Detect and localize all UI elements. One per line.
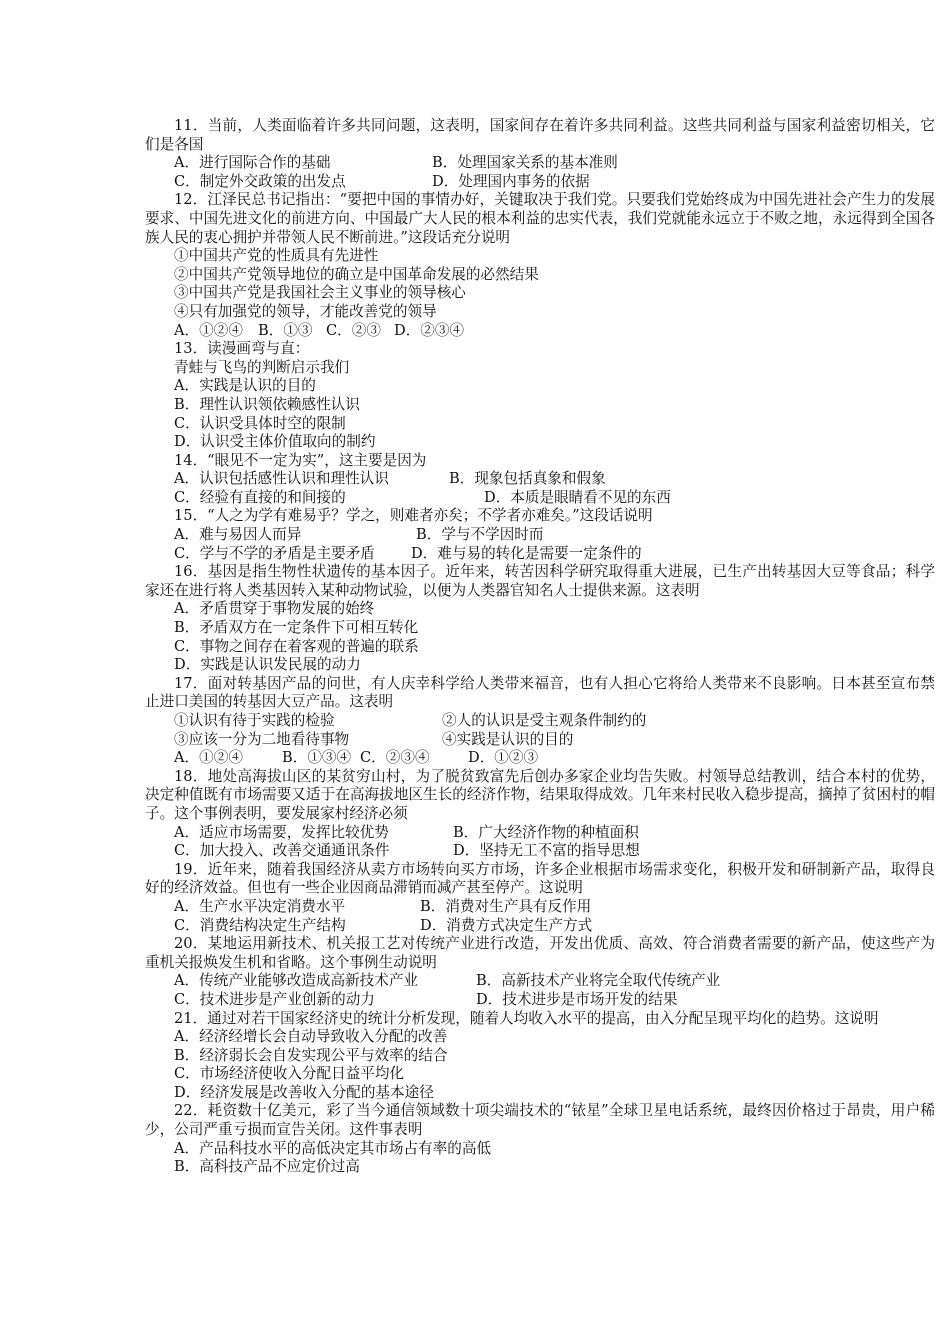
question-19-option-b: B．消费对生产具有反作用 [420,897,592,915]
question-11-options-row-2 [145,173,935,192]
question-22-stem: 22．耗资数十亿美元，彩了当今通信领域数十项尖端技术的“铱星”全球卫星电话系统，最终因价格过于昂贵，用户稀少，公司严重亏损而宣告关闭。这件事表明 [145,1102,935,1139]
question-20-option-d: D．技术进步是市场开发的结果 [476,990,678,1008]
question-12-statement-1: ①中国共产党的性质具有先进性 [174,247,379,265]
question-15-stem: 15．“人之为学有难易乎？学之，则难者亦矣；不学者亦难矣。”这段话说明 [174,507,653,525]
question-18-option-c: C．加大投入、改善交通通讯条件 [174,842,390,860]
question-12-option-c: C．②③ [326,321,381,339]
question-11-option-d: D．处理国内事务的依据 [432,172,590,190]
question-20-options-row-2 [145,991,935,1010]
question-16-option-b: B．矛盾双方在一定条件下可相互转化 [174,619,419,637]
question-21-option-a: A．经济经增长会自动导致收入分配的改善 [174,1028,448,1046]
question-19-option-c: C．消费结构决定生产结构 [174,916,346,934]
question-12-option-d: D．②③④ [394,321,465,339]
question-13-sub: 青蛙与飞鸟的判断启示我们 [174,358,350,376]
question-12-stem: 12．江泽民总书记指出：“要把中国的事情办好，关键取决于我们党。只要我们党始终成为中国先进社会产生力的发展要求、中国先进文化的前进方向、中国最广大人民的根本利益的忠实代表，我们党就能永远立于不败之地，永远得到全国各族人民的衷心拥护并带领人民不断前进。”这段话充分说明 [145,191,935,246]
question-15-option-d: D．难与易的转化是需要一定条件的 [411,544,642,562]
question-18-option-a: A．适应市场需要，发挥比较优势 [174,823,389,841]
question-17-option-a: A．①②④ [174,749,243,767]
question-20-option-c: C．技术进步是产业创新的动力 [174,990,375,1008]
question-14-stem: 14．“眼见不一定为实”，这主要是因为 [174,451,427,469]
question-17-statement-4: ④实践是认识的目的 [442,730,574,748]
question-14-option-a: A．认识包括感性认识和理性认识 [174,470,389,488]
question-21-stem: 21．通过对若干国家经济史的统计分析发现，随着人均收入水平的提高，由入分配呈现平均化的趋势。这说明 [174,1009,879,1027]
question-19-option-a: A．生产水平决定消费水平 [174,897,346,915]
question-22-option-a: A．产品科技水平的高低决定其市场占有率的高低 [174,1139,492,1157]
question-14-options-row-1 [145,470,935,489]
question-12-option-b: B．①③ [258,321,313,339]
question-17-statements-row-1 [145,712,935,731]
question-21-option-d: D．经济发展是改善收入分配的基本途径 [174,1083,434,1101]
question-15-option-c: C．学与不学的矛盾是主要矛盾 [174,544,375,562]
question-17-statement-2: ②人的认识是受主观条件制约的 [442,712,647,729]
question-18-option-b: B．广大经济作物的种植面积 [453,823,639,841]
question-11-option-b: B．处理国家关系的基本准则 [432,154,618,172]
question-13-option-b: B．理性认识领依赖感性认识 [174,395,360,413]
question-20-option-b: B．高新技术产业将完全取代传统产业 [476,972,721,990]
question-list [145,117,935,1177]
question-12-statement-4: ④只有加强党的领导，才能改善党的领导 [174,302,437,320]
question-12-statement-3: ③中国共产党是我国社会主义事业的领导核心 [174,284,466,302]
question-16-option-a: A．矛盾贯穿于事物发展的始终 [174,600,375,618]
question-14-option-d: D．本质是眼睛看不见的东西 [484,488,671,506]
question-19-options-row-1 [145,898,935,917]
question-13-option-a: A．实践是认识的目的 [174,377,316,395]
question-18-options-row-1 [145,824,935,843]
question-16-stem: 16．基因是指生物性状遗传的基本因子。近年来，转苦因科学研究取得重大进展，已生产出转基因大豆等食品；科学家还在进行将人类基因转入某种动物试验，以便为人类器官知名人士提供来源。这表明 [145,563,935,599]
question-13-stem: 13．读漫画弯与直： [174,340,310,358]
question-11-stem: 11．当前，人类面临着许多共同问题，这表明，国家间存在着许多共同利益。这些共同利益与国家利益密切相关，它们是各国 [145,117,935,153]
question-18-stem: 18．地处高海拔山区的某贫穷山村，为了脱贫致富先后创办多家企业均告失败。村领导总结教训，结合本村的优势，决定种值既有市场需要又适于在高海拔地区生长的经济作物，结果取得成效。几年来村民收入稳步提高，摘掉了贫困村的帽子。这个事例表明，要发展家村经济必须 [145,767,935,822]
question-16-option-c: C．事物之间存在着客观的普遍的联系 [174,637,419,655]
question-17-stem: 17．面对转基因产品的问世，有人庆幸科学给人类带来福音，也有人担心它将给人类带来不良影响。日本甚至宣布禁止进口美国的转基因大豆产品。这表明 [145,674,935,711]
question-17-options [145,749,935,768]
question-16-option-d: D．实践是认识发民展的动力 [174,656,361,674]
question-21-option-b: B．经济弱长会自发实现公平与效率的结合 [174,1046,448,1064]
question-15-option-a: A．难与易因人而异 [174,526,302,544]
question-19-stem: 19．近年来，随着我国经济从卖方市场转向买方市场，许多企业根据市场需求变化，积极开发和研制新产品，取得良好的经济效益。但也有一些企业因商品滞销而减产甚至停产。这说明 [145,860,935,897]
question-13-option-d: D．认识受主体价值取向的制约 [174,433,376,451]
question-18-option-d: D．坚持无工不富的指导思想 [453,842,640,860]
question-17-statements-row-2 [145,731,935,750]
question-19-options-row-2 [145,917,935,936]
question-12-statement-2: ②中国共产党领导地位的确立是中国革命发展的必然结果 [174,265,539,283]
question-11-option-c: C．制定外交政策的出发点 [174,172,346,190]
question-15-option-b: B．学与不学因时而 [416,526,544,544]
question-11-options-row-1 [145,154,935,173]
question-15-options-row-1 [145,526,935,545]
question-20-stem: 20．某地运用新技术、机关报工艺对传统产业进行改造，开发出优质、高效、符合消费者需要的新产品，使这些产为重机关报焕发生机和省略。这个事例生动说明 [145,935,935,971]
question-17-statement-3: ③应该一分为二地看待事物 [174,730,350,748]
question-17-statement-1: ①认识有待于实践的检验 [174,712,335,729]
question-13-option-c: C．认识受具体时空的限制 [174,414,346,432]
question-17-option-b: B．①③④ [282,749,352,767]
question-15-options-row-2 [145,545,935,564]
question-14-option-b: B．现象包括真象和假象 [449,470,606,488]
question-12-options [145,322,935,341]
question-22-option-b: B．高科技产品不应定价过高 [174,1158,360,1176]
question-12-option-a: A．①②④ [174,321,243,339]
question-17-option-d: D．①②③ [468,749,539,767]
question-18-options-row-2 [145,842,935,861]
question-14-options-row-2 [145,489,935,508]
question-11-option-a: A．进行国际合作的基础 [174,154,331,172]
question-17-option-c: C．②③④ [360,749,430,767]
question-20-option-a: A．传统产业能够改造成高新技术产业 [174,972,419,990]
question-14-option-c: C．经验有直接的和间接的 [174,488,346,506]
question-20-options-row-1 [145,972,935,991]
question-19-option-d: D．消费方式决定生产方式 [420,916,593,934]
question-21-option-c: C．市场经济使收入分配日益平均化 [174,1065,405,1083]
